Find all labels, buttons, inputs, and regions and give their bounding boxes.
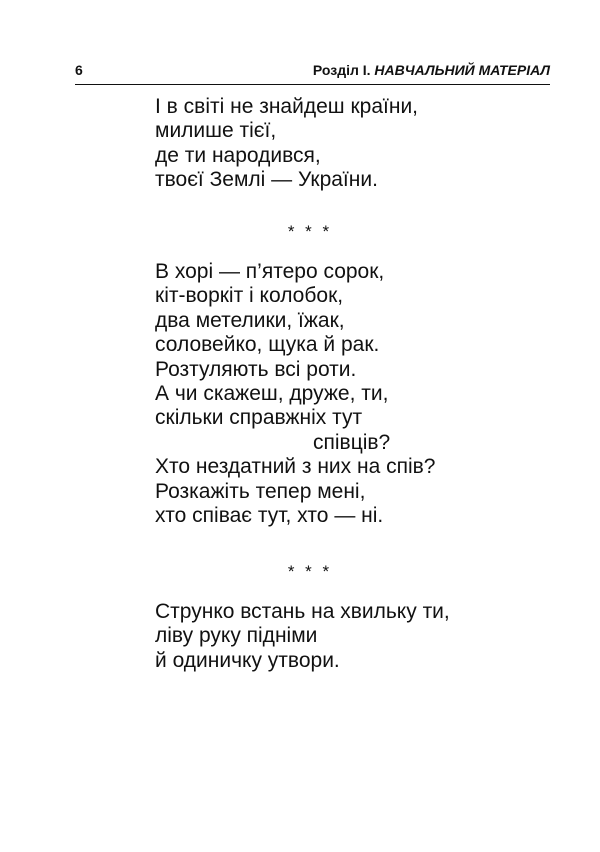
poem-stanza-2 <box>155 260 475 528</box>
poem-line-continuation: співців? <box>313 430 391 454</box>
page-header <box>75 62 550 85</box>
poem-line: І в світі не знайдеш країни, <box>155 95 419 118</box>
poem-line: Струнко встань на хвильку ти, <box>155 600 450 623</box>
section-prefix: Розділ І. <box>312 62 371 78</box>
stanza-separator: * * * <box>287 222 333 241</box>
poem-line: ліву руку підніми <box>155 624 318 648</box>
poem-line: хто співає тут, хто — ні. <box>155 504 384 528</box>
page-number: 6 <box>75 62 83 78</box>
poem-line: де ти народився, <box>155 143 321 167</box>
stanza-separator: * * * <box>287 562 333 581</box>
poem-line: соловейко, щука й рак. <box>155 333 380 357</box>
poem-line: В хорі — п’ятеро сорок, <box>155 260 385 283</box>
section-title: НАВЧАЛЬНИЙ МАТЕРІАЛ <box>374 62 550 78</box>
poem-line: милише тієї, <box>155 119 277 143</box>
poem-line: кіт-воркіт і колобок, <box>155 284 344 308</box>
poem-line: А чи скажеш, друже, ти, <box>155 382 389 406</box>
poem-stanza-3 <box>155 600 475 673</box>
poem-line: два метелики, їжак, <box>155 308 345 332</box>
poem-line: скільки справжніх тут <box>155 406 363 430</box>
running-head <box>313 62 550 78</box>
poem-line: Хто нездатний з них на спів? <box>155 455 436 479</box>
poem-stanza-1 <box>155 95 475 193</box>
poem-line: Розтуляють всі роти. <box>155 357 357 381</box>
poem-line: твоєї Землі — України. <box>155 168 378 192</box>
poem-line: й одиничку утвори. <box>155 648 340 672</box>
poem-line: Розкажіть тепер мені, <box>155 479 366 503</box>
